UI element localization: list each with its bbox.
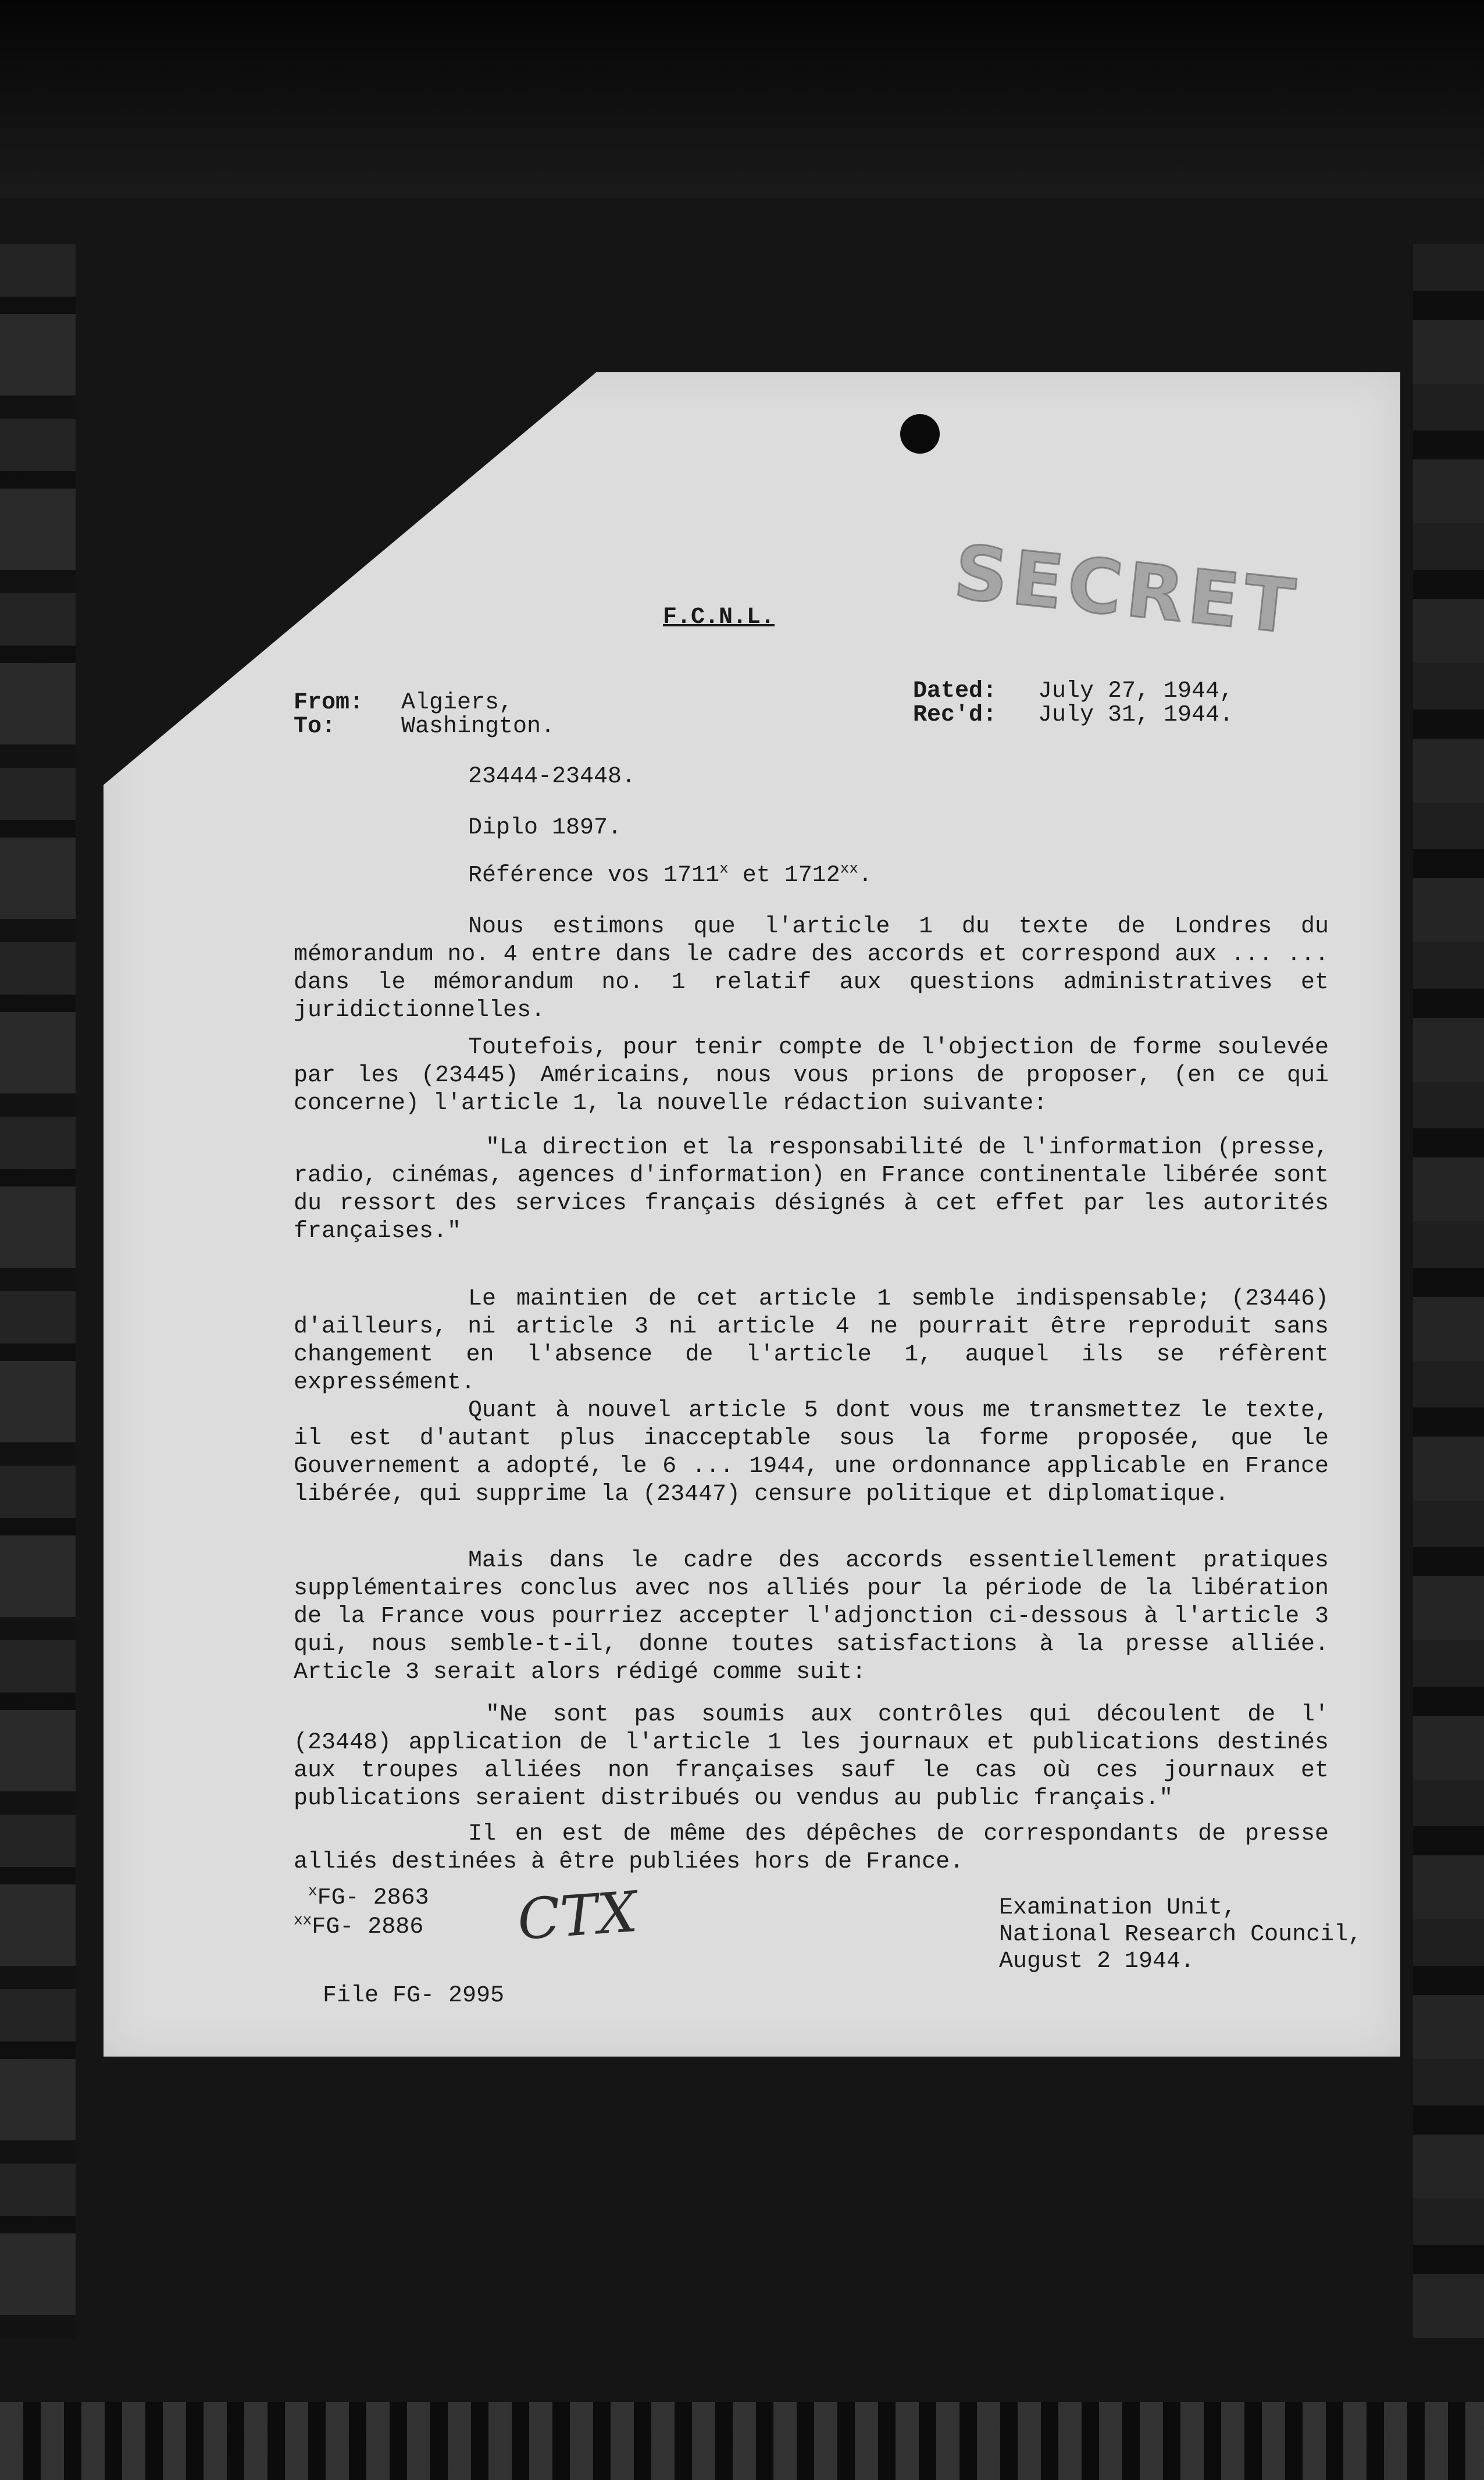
- to-value: Washington.: [401, 714, 555, 740]
- footnote-1: $^x$FG- 2863: [308, 1882, 429, 1911]
- secret-stamp: SECRET: [950, 529, 1304, 651]
- handwritten-initials: CTX: [515, 1879, 640, 1953]
- reference-line: Référence vos 1711$^x$ et 1712$^{xx}$.: [468, 860, 872, 889]
- recd-label: Rec'd:: [913, 702, 997, 728]
- signature-line-2: National Research Council,: [999, 1922, 1362, 1948]
- dated-label: Dated:: [913, 678, 997, 704]
- file-reference: File FG- 2995: [323, 1983, 505, 2009]
- paragraph-2: Toutefois, pour tenir compte de l'objection de forme soulevée par les (23445) Américains, nous vous prions de proposer, (en ce qui concerne) l'article 1, la nouvelle rédaction suivante:: [294, 1035, 1329, 1117]
- recd-value: July 31, 1944.: [1038, 702, 1234, 728]
- paragraph-1: Nous estimons que l'article 1 du texte de Londres du mémorandum no. 4 entre dans le cadre des accords et correspond aux ... ... dans le mémorandum no. 1 relatif aux questions administratives et juridictionnelles.: [294, 914, 1329, 1024]
- paragraph-7-quote: "Ne sont pas soumis aux contrôles qui découlent de l' (23448) application de l'article 1 les journaux et publications destinés aux troupes alliées non françaises sauf le cas où ces journaux et publications seraient distribués ou vendus au public français.": [294, 1702, 1329, 1812]
- signature-line-1: Examination Unit,: [999, 1895, 1237, 1921]
- paragraph-4: Le maintien de cet article 1 semble indispensable; (23446) d'ailleurs, ni article 3 ni article 4 ne pourrait être reproduit sans changement en l'absence de l'article 1, auquel ils se réfèrent expressément.: [294, 1286, 1329, 1396]
- signature-block: [999, 1895, 1362, 1975]
- from-label: From:: [294, 690, 364, 716]
- paragraph-5: Quant à nouvel article 5 dont vous me transmettez le texte, il est d'autant plus inacceptable sous la forme proposée, que le Gouvernement a adopté, le 6 ... 1944, une ordonnance applicable en France libérée, qui supprime la (23447) censure politique et diplomatique.: [294, 1398, 1329, 1508]
- signature-line-3: August 2 1944.: [999, 1948, 1195, 1975]
- paragraph-3-quote: "La direction et la responsabilité de l'information (presse, radio, cinémas, agences d'information) en France continentale libérée sont du ressort des services français désignés à cet effet par les autorités françaises.": [294, 1135, 1329, 1245]
- paragraph-8: Il en est de même des dépêches de correspondants de presse alliés destinées à être publiées hors de France.: [294, 1821, 1329, 1875]
- message-numbers: 23444-23448.: [468, 764, 636, 790]
- diplo-number: Diplo 1897.: [468, 815, 622, 841]
- dated-value: July 27, 1944,: [1038, 678, 1234, 704]
- footnote-2: $^{xx}$FG- 2886: [294, 1911, 424, 1940]
- header-code: F.C.N.L.: [663, 604, 775, 630]
- to-label: To:: [294, 714, 336, 740]
- paragraph-6: Mais dans le cadre des accords essentiellement pratiques supplémentaires conclus avec nos alliés pour la période de la libération de la France vous pourriez accepter l'adjonction ci-dessous à l'article 3 qui, nous semble-t-il, donne toutes satisfactions à la presse alliée. Article 3 serait alors rédigé comme suit:: [294, 1548, 1329, 1686]
- from-value: Algiers,: [401, 690, 513, 716]
